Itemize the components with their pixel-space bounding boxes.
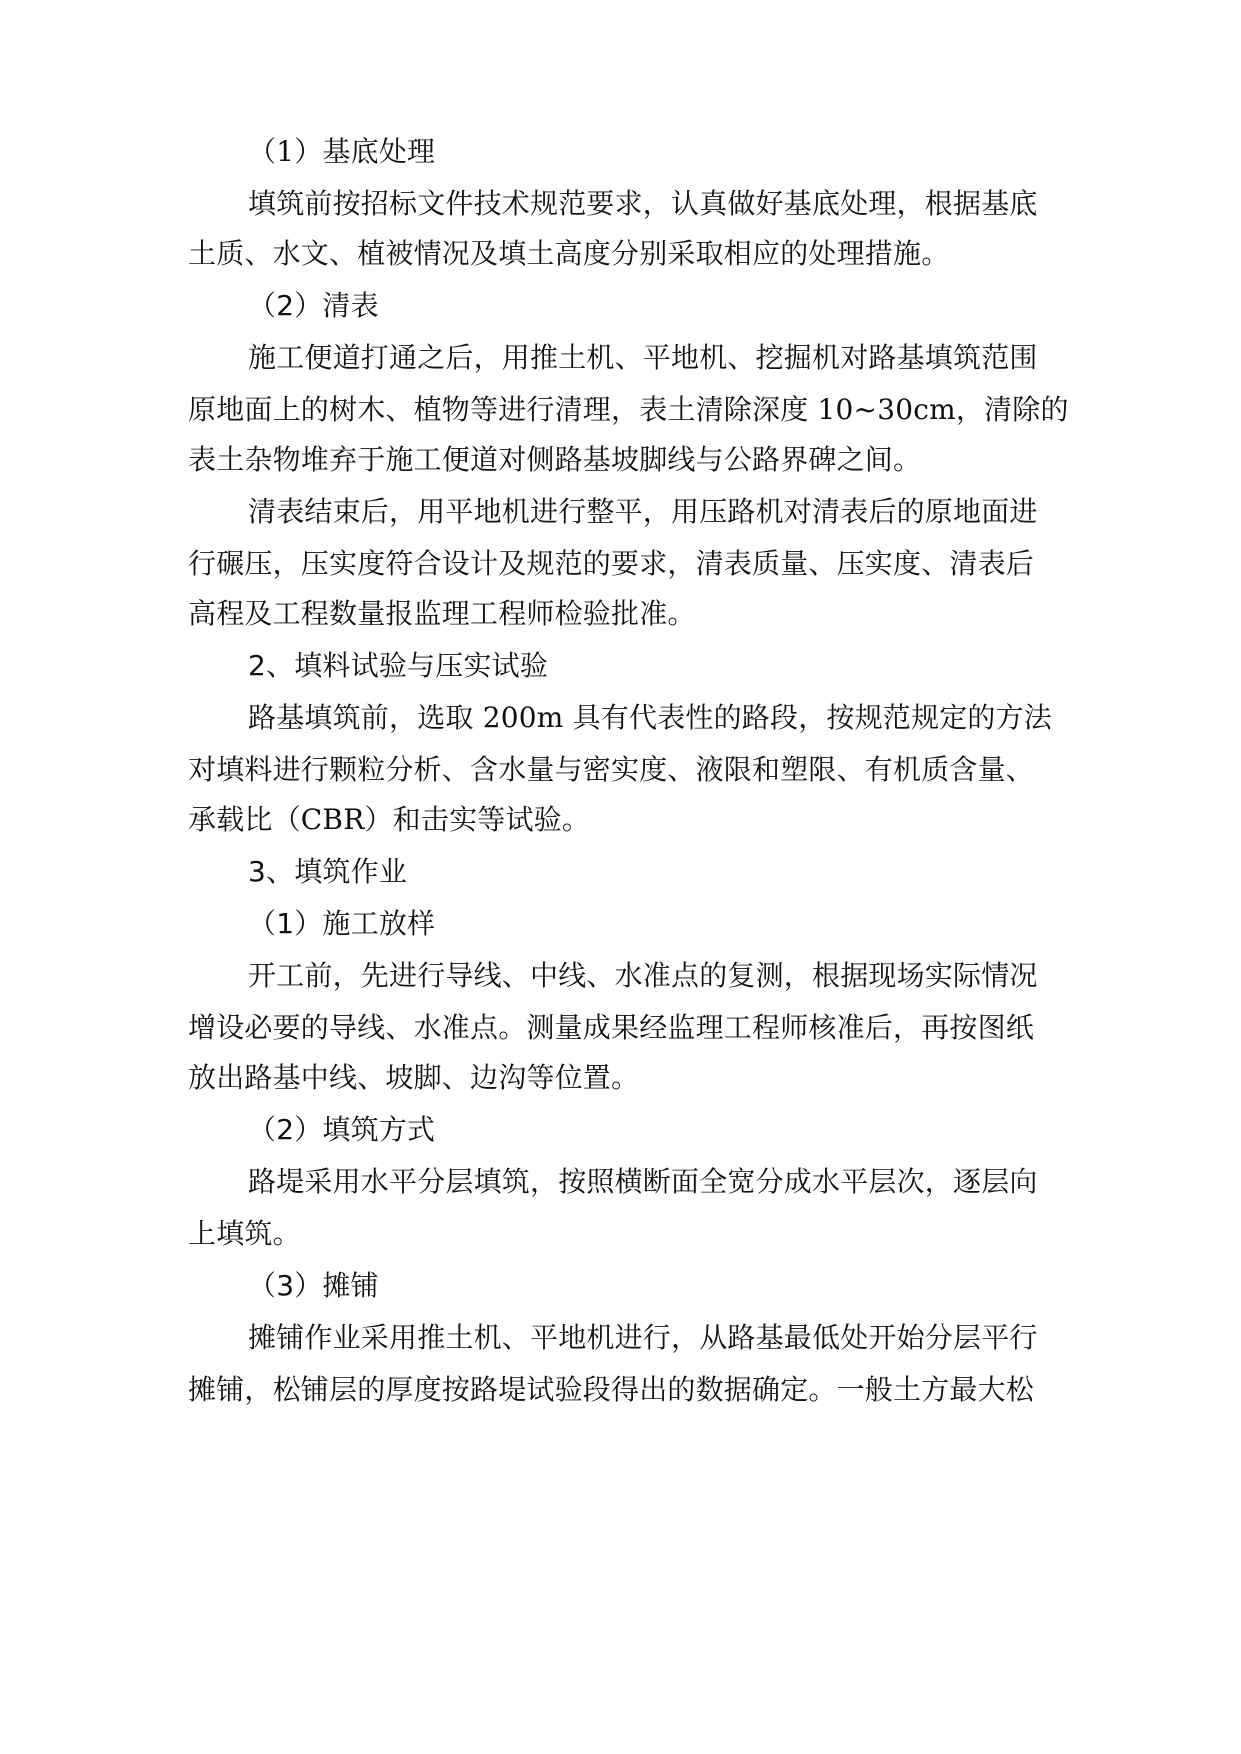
paragraph-line: 开工前，先进行导线、中线、水准点的复测，根据现场实际情况 — [248, 959, 1038, 992]
paragraph-line: 增设必要的导线、水准点。测量成果经监理工程师核准后，再按图纸 — [188, 1011, 1035, 1044]
paragraph-line: 放出路基中线、坡脚、边沟等位置。 — [188, 1061, 640, 1094]
paragraph-line: 行碾压，压实度符合设计及规范的要求，清表质量、压实度、清表后 — [188, 547, 1035, 580]
heading-fill-test: 2、填料试验与压实试验 — [248, 649, 549, 682]
paragraph-line: 上填筑。 — [188, 1217, 301, 1250]
paragraph-line: 摊铺作业采用推土机、平地机进行，从路基最低处开始分层平行 — [248, 1321, 1038, 1354]
paragraph-line: 承载比（CBR）和击实等试验。 — [188, 803, 591, 836]
paragraph-line: 表土杂物堆弃于施工便道对侧路基坡脚线与公路界碑之间。 — [188, 443, 922, 476]
subheading-base-treatment: （1）基底处理 — [248, 135, 436, 168]
subheading-staking: （1）施工放样 — [248, 907, 436, 940]
paragraph-line: 摊铺，松铺层的厚度按路堤试验段得出的数据确定。一般土方最大松 — [188, 1373, 1035, 1406]
paragraph-line: 对填料进行颗粒分析、含水量与密实度、液限和塑限、有机质含量、 — [188, 753, 1035, 786]
paragraph-line: 路基填筑前，选取 200m 具有代表性的路段，按规范规定的方法 — [248, 701, 1052, 734]
paragraph-line: 土质、水文、植被情况及填土高度分别采取相应的处理措施。 — [188, 237, 950, 270]
subheading-spreading: （3）摊铺 — [248, 1269, 379, 1302]
heading-filling-work: 3、填筑作业 — [248, 855, 408, 888]
paragraph-line: 施工便道打通之后，用推土机、平地机、挖掘机对路基填筑范围 — [248, 341, 1038, 374]
paragraph-line: 高程及工程数量报监理工程师检验批准。 — [188, 597, 696, 630]
paragraph-line: 清表结束后，用平地机进行整平，用压路机对清表后的原地面进 — [248, 495, 1038, 528]
paragraph-line: 原地面上的树木、植物等进行清理，表土清除深度 10~30cm，清除的 — [188, 393, 1069, 426]
subheading-clearing: （2）清表 — [248, 289, 379, 322]
paragraph-line: 路堤采用水平分层填筑，按照横断面全宽分成水平层次，逐层向 — [248, 1165, 1038, 1198]
subheading-fill-method: （2）填筑方式 — [248, 1113, 436, 1146]
paragraph-line: 填筑前按招标文件技术规范要求，认真做好基底处理，根据基底 — [248, 187, 1038, 220]
